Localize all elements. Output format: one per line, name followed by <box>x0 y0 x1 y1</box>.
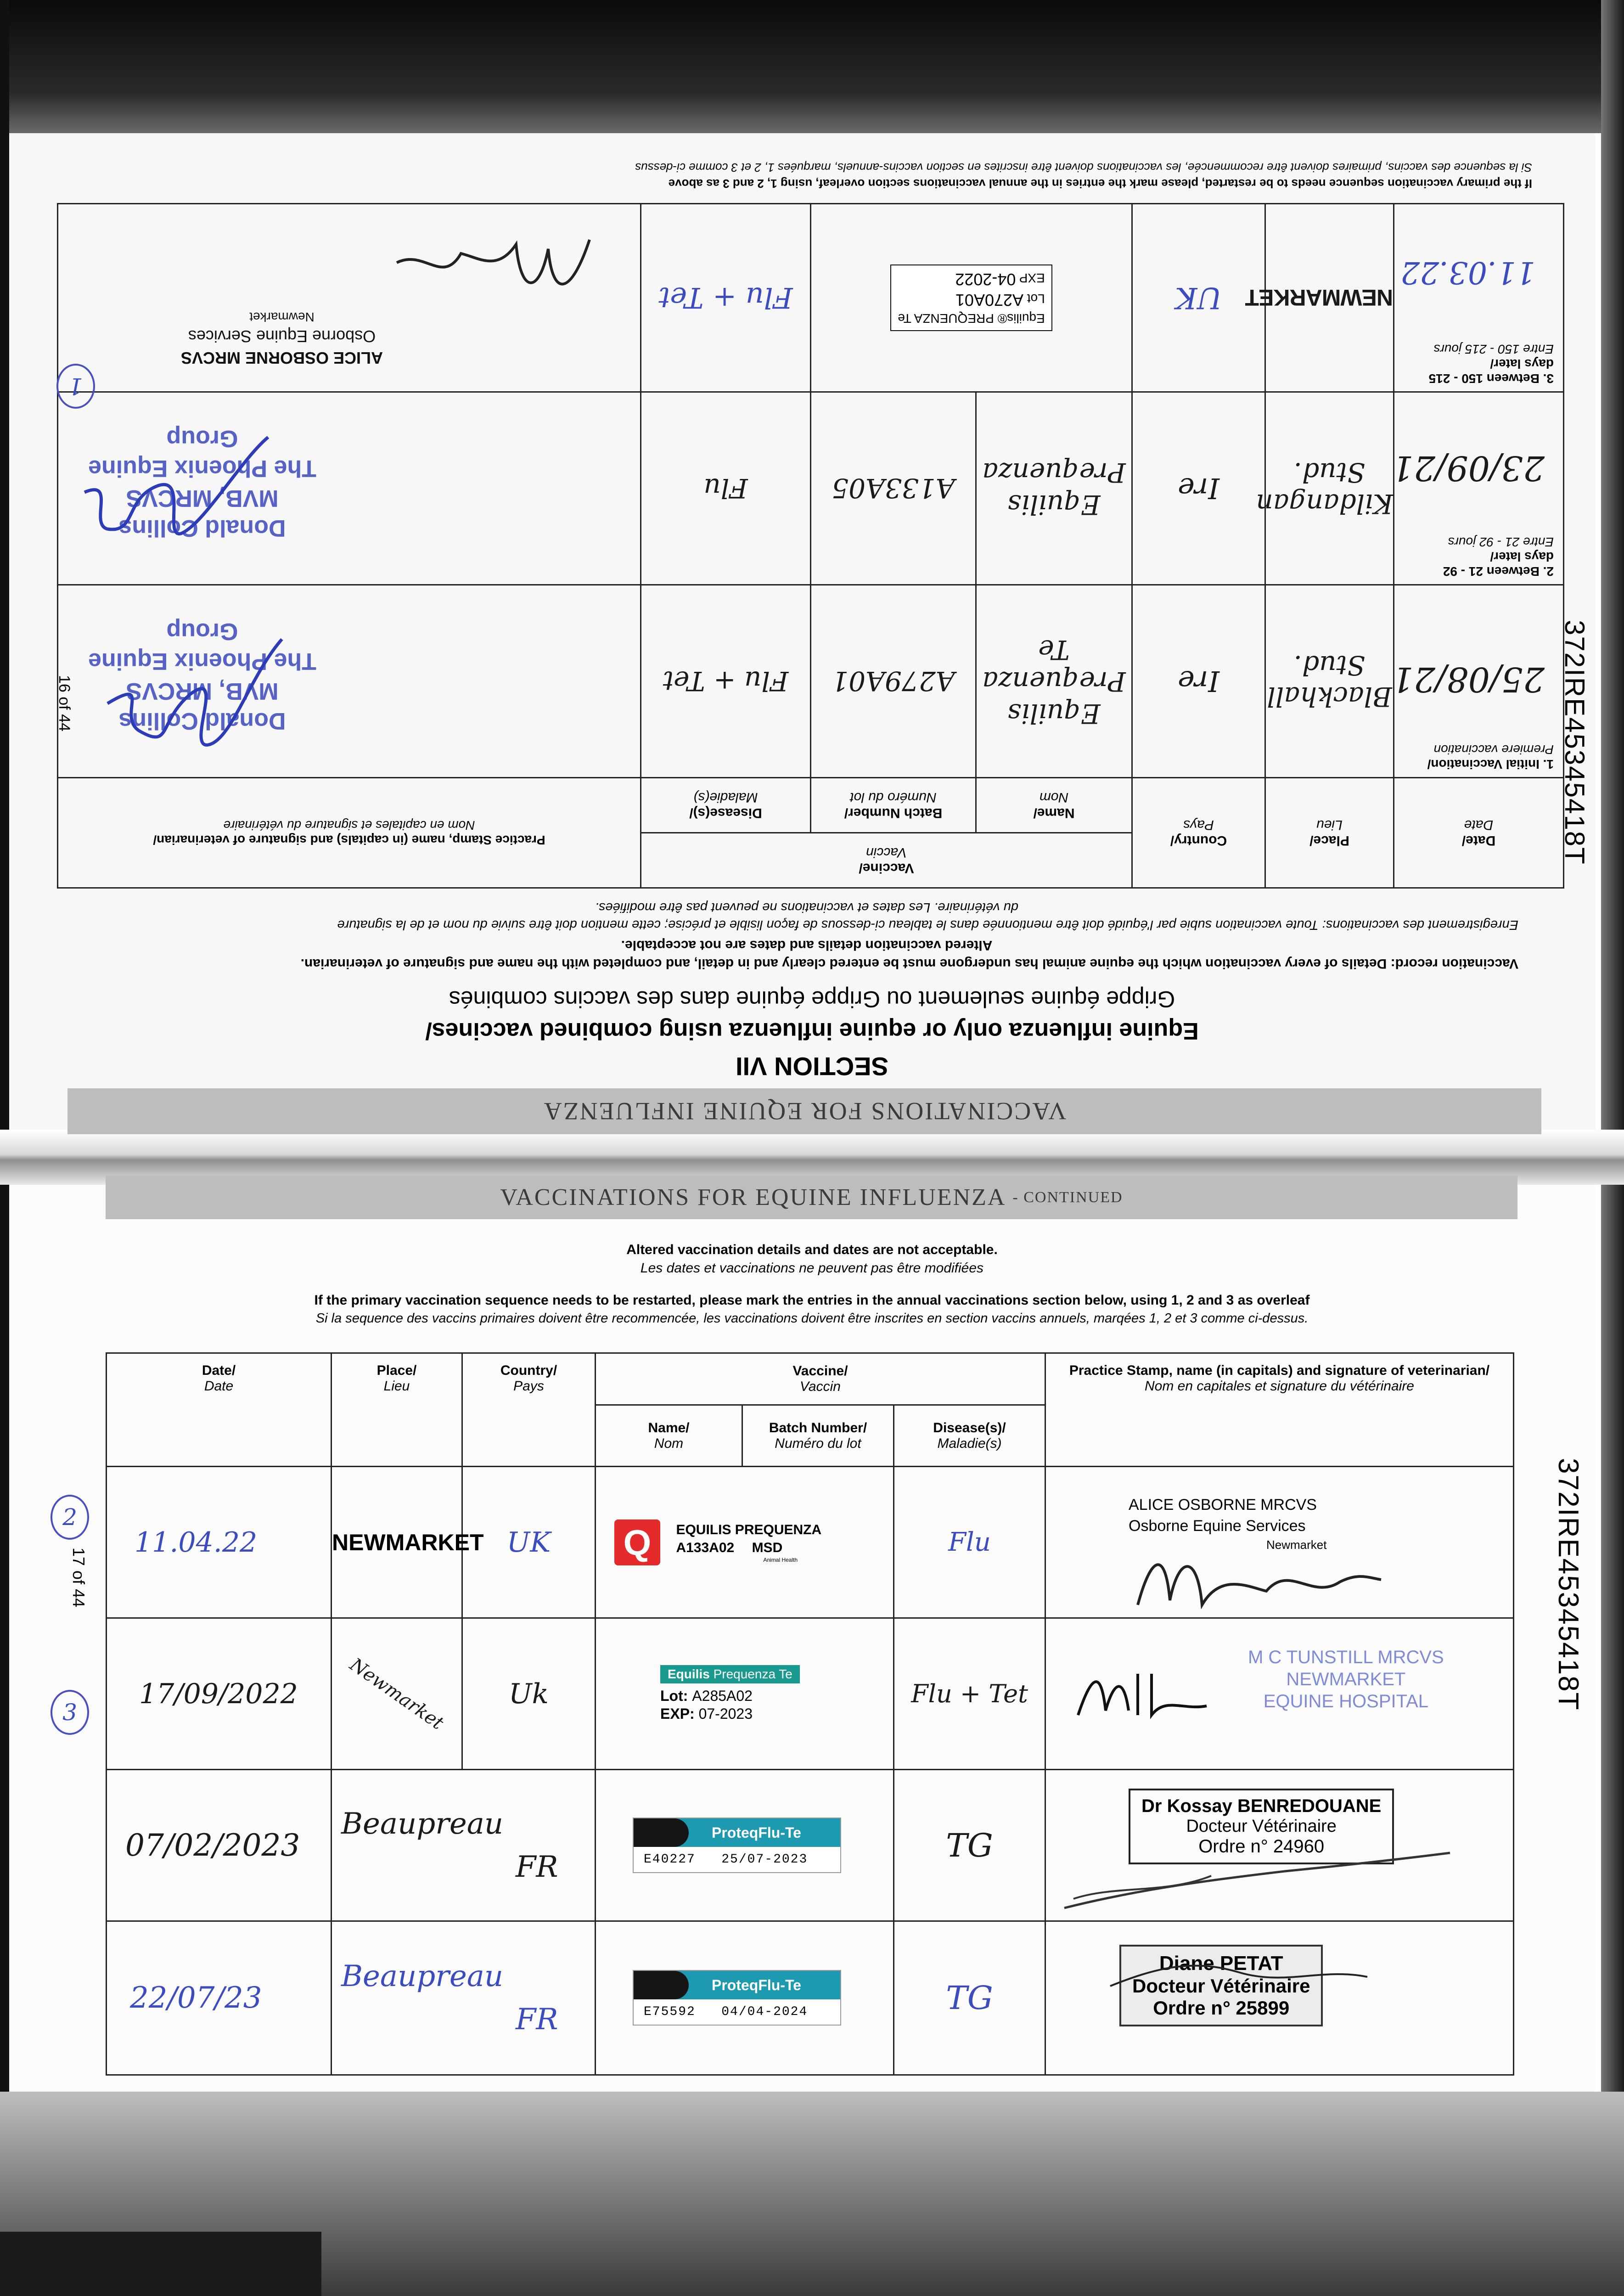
row-3-exp-label: EXP <box>1019 271 1045 285</box>
row-1-place: Blackhall Stud. <box>1265 585 1394 778</box>
row-2-stamp-cell <box>58 392 641 585</box>
bottom-row-4-batch: E75592 <box>644 2005 696 2020</box>
bottom-row-3-place: Beaupreau <box>341 1806 504 1841</box>
bottom-row-3-exp: 25/07-2023 <box>721 1852 808 1867</box>
row-3-stamp <box>181 309 383 368</box>
row-2-stamp-title: MVB, MRCVS <box>126 485 279 512</box>
bottom-row-2-exp-label: EXP: <box>660 1705 695 1722</box>
bottom-row-3-country: FR <box>516 1850 558 1884</box>
bottom-row-3-stamp-cell <box>1045 1770 1514 1921</box>
bottom-row-1-stamp-name: ALICE OSBORNE MRCVS <box>1129 1496 1317 1514</box>
record-instruction-fr-2: du vétérinaire. Les dates et vaccinations ne peuvent pas être modifiées. <box>595 900 1019 915</box>
top-page-number: 16 of 44 <box>56 675 73 732</box>
bottom-row-1-date: 11.04.22 <box>107 1467 332 1618</box>
bottom-row-3-signature <box>1046 1844 1459 1917</box>
bottom-row-2-disease: Flu + Tet <box>894 1618 1045 1770</box>
top-vaccination-table <box>57 203 1564 889</box>
bottom-row-4-place: Beaupreau <box>341 1959 504 1993</box>
bottom-row-1-signature <box>1129 1536 1386 1614</box>
bottom-row-2-vaccine-cell <box>596 1618 894 1770</box>
row-1-date: 25/08/21 <box>1392 659 1545 699</box>
bottom-header-place: Place/ Lieu <box>332 1353 462 1467</box>
record-instruction-en: Vaccination record: Details of every vaccination which the equine animal has undergone must be entered clearly and in detail, and completed with the name and signature of veterinarian. <box>300 956 1518 971</box>
row-2-country: Ire <box>1132 392 1265 585</box>
row-3-exp-value: 04-2022 <box>955 270 1016 289</box>
row-3-signature <box>388 221 599 313</box>
bottom-row-2-stamp-name: M C TUNSTILL MRCVS <box>1248 1647 1444 1668</box>
top-row-marker: 1 <box>56 364 95 409</box>
bottom-row-1-vaccine-cell <box>596 1467 894 1618</box>
header-disease: Disease(s)/ Maladie(s) <box>641 778 811 833</box>
bottom-page-number: 17 of 44 <box>69 1548 88 1608</box>
section-title: SECTION VII <box>736 1052 888 1081</box>
top-page-side-id: 372IRE45345418T <box>1559 620 1590 865</box>
row-3-lot-value: A270A01 <box>955 291 1024 310</box>
bottom-row-1-batch: A133A02 <box>676 1540 735 1555</box>
table-row <box>58 392 1564 585</box>
row-3-vaccine-label-product: Equilis® PREQUENZA Te <box>898 311 1045 326</box>
record-instruction-fr: Enregistrement des vaccinations: Toute vaccination subie par l'équidé doit être mentionnée dans le tableau ci-dessous de façon lisible et précise; cette mention doit être suivie du nom et de la signature <box>337 917 1518 932</box>
row-1-stamp-practice: The Phoenix Equine Group <box>88 618 316 675</box>
table-row <box>58 204 1564 392</box>
bottom-row-1-stamp-town: Newmarket <box>1266 1538 1327 1552</box>
bottom-row-1-stamp-cell <box>1045 1467 1514 1618</box>
bottom-row-4-signature <box>1101 1940 1377 2032</box>
bottom-row-2-country: Uk <box>462 1618 596 1770</box>
row-3-vaccine-label <box>890 264 1052 331</box>
altered-notice-en: Altered vaccination details and dates are not acceptable. <box>621 938 993 953</box>
bottom-row-2-signature <box>1073 1660 1211 1724</box>
bottom-row-3-date: 07/02/2023 <box>107 1770 332 1921</box>
title-english: Equine influenza only or equine influenza using combined vaccines/ <box>425 1018 1199 1044</box>
bottom-row-1-vaccine-label <box>676 1521 821 1564</box>
top-page-banner: VACCINATIONS FOR EQUINE INFLUENZA <box>67 1088 1541 1134</box>
header-country: Country/ Pays <box>1132 778 1265 888</box>
row-3-label: 3. Between 150 - 215 days later/ Entre 150 - 215 jours <box>1428 342 1554 386</box>
row-3-disease: Flu + Tet <box>641 204 811 392</box>
bottom-row-3-stamp-order: Ordre n° 24960 <box>1198 1836 1325 1857</box>
table-row <box>58 585 1564 778</box>
bottom-header-date: Date/ Date <box>107 1353 332 1467</box>
bottom-row-1-place: NEWMARKET <box>332 1467 462 1618</box>
row-1-disease: Flu + Tet <box>641 585 811 778</box>
bottom-vaccination-table <box>106 1352 1514 2076</box>
header-batch: Batch Number/ Numéro du lot <box>811 778 976 833</box>
row-1-batch: A279A01 <box>811 585 976 778</box>
row-1-country: Ire <box>1132 585 1265 778</box>
row-2-batch: A133A05 <box>811 392 976 585</box>
altered-notice-en-bottom: Altered vaccination details and dates are not acceptable. <box>626 1242 998 1257</box>
bottom-row-3-batch: E40227 <box>644 1852 696 1867</box>
row-3-lot-label: Lot <box>1027 292 1045 306</box>
bottom-row-4-disease: TG <box>894 1921 1045 2075</box>
row-3-stamp-town: Newmarket <box>249 310 315 325</box>
bottom-row-4-stamp-name: Diane PETAT <box>1159 1952 1283 1975</box>
bottom-row-4-place-country <box>332 1921 596 2075</box>
restart-instruction-en: If the primary vaccination sequence needs to be restarted, please mark the entries in the annual vaccinations section below, using 1, 2 and 3 as overleaf <box>314 1293 1310 1308</box>
row-1-label: 1. Initial Vaccination/ Premiere vaccination <box>1427 743 1554 771</box>
bottom-row-4-stamp-cell <box>1045 1921 1514 2075</box>
msd-logo: MSD <box>752 1540 783 1555</box>
row-1-cell-date <box>1394 585 1564 778</box>
bottom-row-2-stamp <box>1248 1646 1444 1712</box>
bottom-row-1-stamp-practice: Osborne Equine Services <box>1129 1517 1306 1535</box>
bottom-header-practice-stamp: Practice Stamp, name (in capitals) and signature of veterinarian/ Nom en capitales et signature du vétérinaire <box>1045 1353 1514 1467</box>
bottom-row-1-country: UK <box>462 1467 596 1618</box>
header-practice-stamp: Practice Stamp, name (in capitals) and signature of veterinarian/ Nom en capitales et signature du vétérinaire <box>58 778 641 888</box>
bottom-row-3-vaccine-name: ProteqFlu-Te <box>634 1818 840 1847</box>
bottom-row-4-vaccine-label <box>633 1970 841 2026</box>
bottom-row-4-vaccine-cell <box>596 1921 894 2075</box>
bottom-row-4-country: FR <box>516 2002 558 2037</box>
bottom-row-2-lot: A285A02 <box>692 1688 753 1705</box>
bottom-row-2-date: 17/09/2022 <box>107 1618 332 1770</box>
altered-notice-fr-bottom: Les dates et vaccinations ne peuvent pas être modifiées <box>640 1261 984 1276</box>
row-2-signature <box>80 423 273 552</box>
bottom-row-1-marker: 2 <box>51 1495 89 1540</box>
bottom-row-2-place: Newmarket <box>332 1618 462 1770</box>
top-page <box>0 133 1624 1134</box>
table-row <box>107 1618 1514 1770</box>
scanner-top-edge <box>0 0 1624 133</box>
bottom-row-3-disease: TG <box>894 1770 1045 1921</box>
bottom-header-country: Country/ Pays <box>462 1353 596 1467</box>
bottom-row-4-stamp-order: Ordre n° 25899 <box>1153 1997 1290 2019</box>
bottom-header-vaccine: Vaccine/ Vaccin <box>596 1353 1045 1405</box>
table-row <box>107 1467 1514 1618</box>
header-date: Date/ Date <box>1394 778 1564 888</box>
bottom-row-2-vaccine-name: Equilis Prequenza Te <box>660 1665 800 1683</box>
row-1-vaccine-name: Equilis Prequenza Te <box>976 585 1132 778</box>
row-1-stamp-title: MVB, MRCVS <box>126 678 279 704</box>
header-name: Name/ Nom <box>976 778 1132 833</box>
bottom-row-2-stamp-town: NEWMARKET <box>1286 1669 1406 1690</box>
row-1-signature <box>98 621 291 759</box>
row-3-country: UK <box>1132 204 1265 392</box>
bottom-row-3-stamp-title: Docteur Vétérinaire <box>1186 1817 1337 1836</box>
row-2-cell-date <box>1394 392 1564 585</box>
row-3-place: NEWMARKET <box>1265 204 1394 392</box>
bottom-row-2-stamp-cell <box>1045 1618 1514 1770</box>
bottom-row-2-marker: 3 <box>51 1690 89 1735</box>
row-3-stamp-name: ALICE OSBORNE MRCVS <box>180 349 383 367</box>
bottom-row-4-date: 22/07/23 <box>107 1921 332 2075</box>
scanner-shadow <box>0 2232 321 2296</box>
bottom-row-2-stamp-practice: EQUINE HOSPITAL <box>1263 1691 1429 1712</box>
prequenza-q-logo: Q <box>614 1519 660 1565</box>
overleaf-instruction-en: If the primary vaccination sequence needs to be restarted, please mark the entries in the annual vaccinations section overleaf, using 1, 2 and 3 as above <box>668 177 1532 191</box>
row-3-date: 11.03.22 <box>1400 255 1535 290</box>
row-2-disease: Flu <box>641 392 811 585</box>
bottom-row-2-vaccine-label <box>660 1665 800 1722</box>
row-2-stamp-practice: The Phoenix Equine Group <box>88 425 316 482</box>
bottom-row-4-vaccine-name: ProteqFlu-Te <box>634 1971 840 1999</box>
row-3-stamp-practice: Osborne Equine Services <box>188 327 376 346</box>
bottom-header-name: Name/ Nom <box>596 1405 742 1467</box>
row-2-stamp-name: Donald Collins <box>118 515 286 541</box>
table-row <box>107 1921 1514 2075</box>
bottom-page-side-id: 372IRE45345418T <box>1552 1458 1584 1711</box>
row-2-vaccine-name: Equilis Prequenza <box>976 392 1132 585</box>
msd-logo-sub: Animal Health <box>763 1557 798 1563</box>
table-row <box>107 1770 1514 1921</box>
row-1-stamp-name: Donald Collins <box>118 708 286 734</box>
bottom-row-3-vaccine-label <box>633 1818 841 1873</box>
bottom-header-batch: Batch Number/ Numéro du lot <box>742 1405 894 1467</box>
row-3-stamp-cell <box>58 204 641 392</box>
row-1-stamp-cell <box>58 585 641 778</box>
title-french: Grippe équine seulement ou Grippe équine dans des vaccins combinés <box>449 986 1175 1012</box>
row-2-date: 23/09/21 <box>1392 448 1545 488</box>
row-3-cell-date <box>1394 204 1564 392</box>
bottom-header-disease: Disease(s)/ Maladie(s) <box>894 1405 1045 1467</box>
header-place: Place/ Lieu <box>1265 778 1394 888</box>
row-3-vaccine-label-cell <box>811 204 1132 392</box>
bottom-row-3-stamp-name: Dr Kossay BENREDOUANE <box>1141 1796 1382 1817</box>
bottom-row-2-exp: 07-2023 <box>698 1705 753 1722</box>
bottom-banner-continued: - CONTINUED <box>1012 1188 1123 1206</box>
header-vaccine: Vaccine/ Vaccin <box>641 833 1132 888</box>
bottom-row-4-stamp-title: Docteur Vétérinaire <box>1132 1975 1310 1997</box>
bottom-banner-title: VACCINATIONS FOR EQUINE INFLUENZA <box>500 1184 1006 1210</box>
bottom-page-banner <box>106 1176 1517 1219</box>
bottom-row-4-exp: 04/04-2024 <box>721 2005 808 2020</box>
row-2-label: 2. Between 21 - 92 days later/ Entre 21 - 92 jours <box>1443 535 1554 579</box>
bottom-row-3-vaccine-cell <box>596 1770 894 1921</box>
bottom-row-1-vaccine-name: EQUILIS PREQUENZA <box>676 1522 822 1537</box>
restart-instruction-fr: Si la sequence des vaccins primaires doivent être recommencée, les vaccinations doivent être inscrites en section vaccins annuels, marqées 1, 2 et 3 comme ci-dessus. <box>315 1311 1309 1326</box>
row-2-place: Kildangan Stud. <box>1265 392 1394 585</box>
bottom-row-2-lot-label: Lot: <box>660 1688 688 1705</box>
overleaf-instruction-fr: Si la sequence des vaccins, primaires doivent être recommencée, les vaccinations doivent être inscrites en section vaccins-annuels, marquées 1, 2 et 3 comme ci-dessus <box>635 161 1532 174</box>
bottom-row-3-place-country <box>332 1770 596 1921</box>
bottom-row-1-disease: Flu <box>894 1467 1045 1618</box>
